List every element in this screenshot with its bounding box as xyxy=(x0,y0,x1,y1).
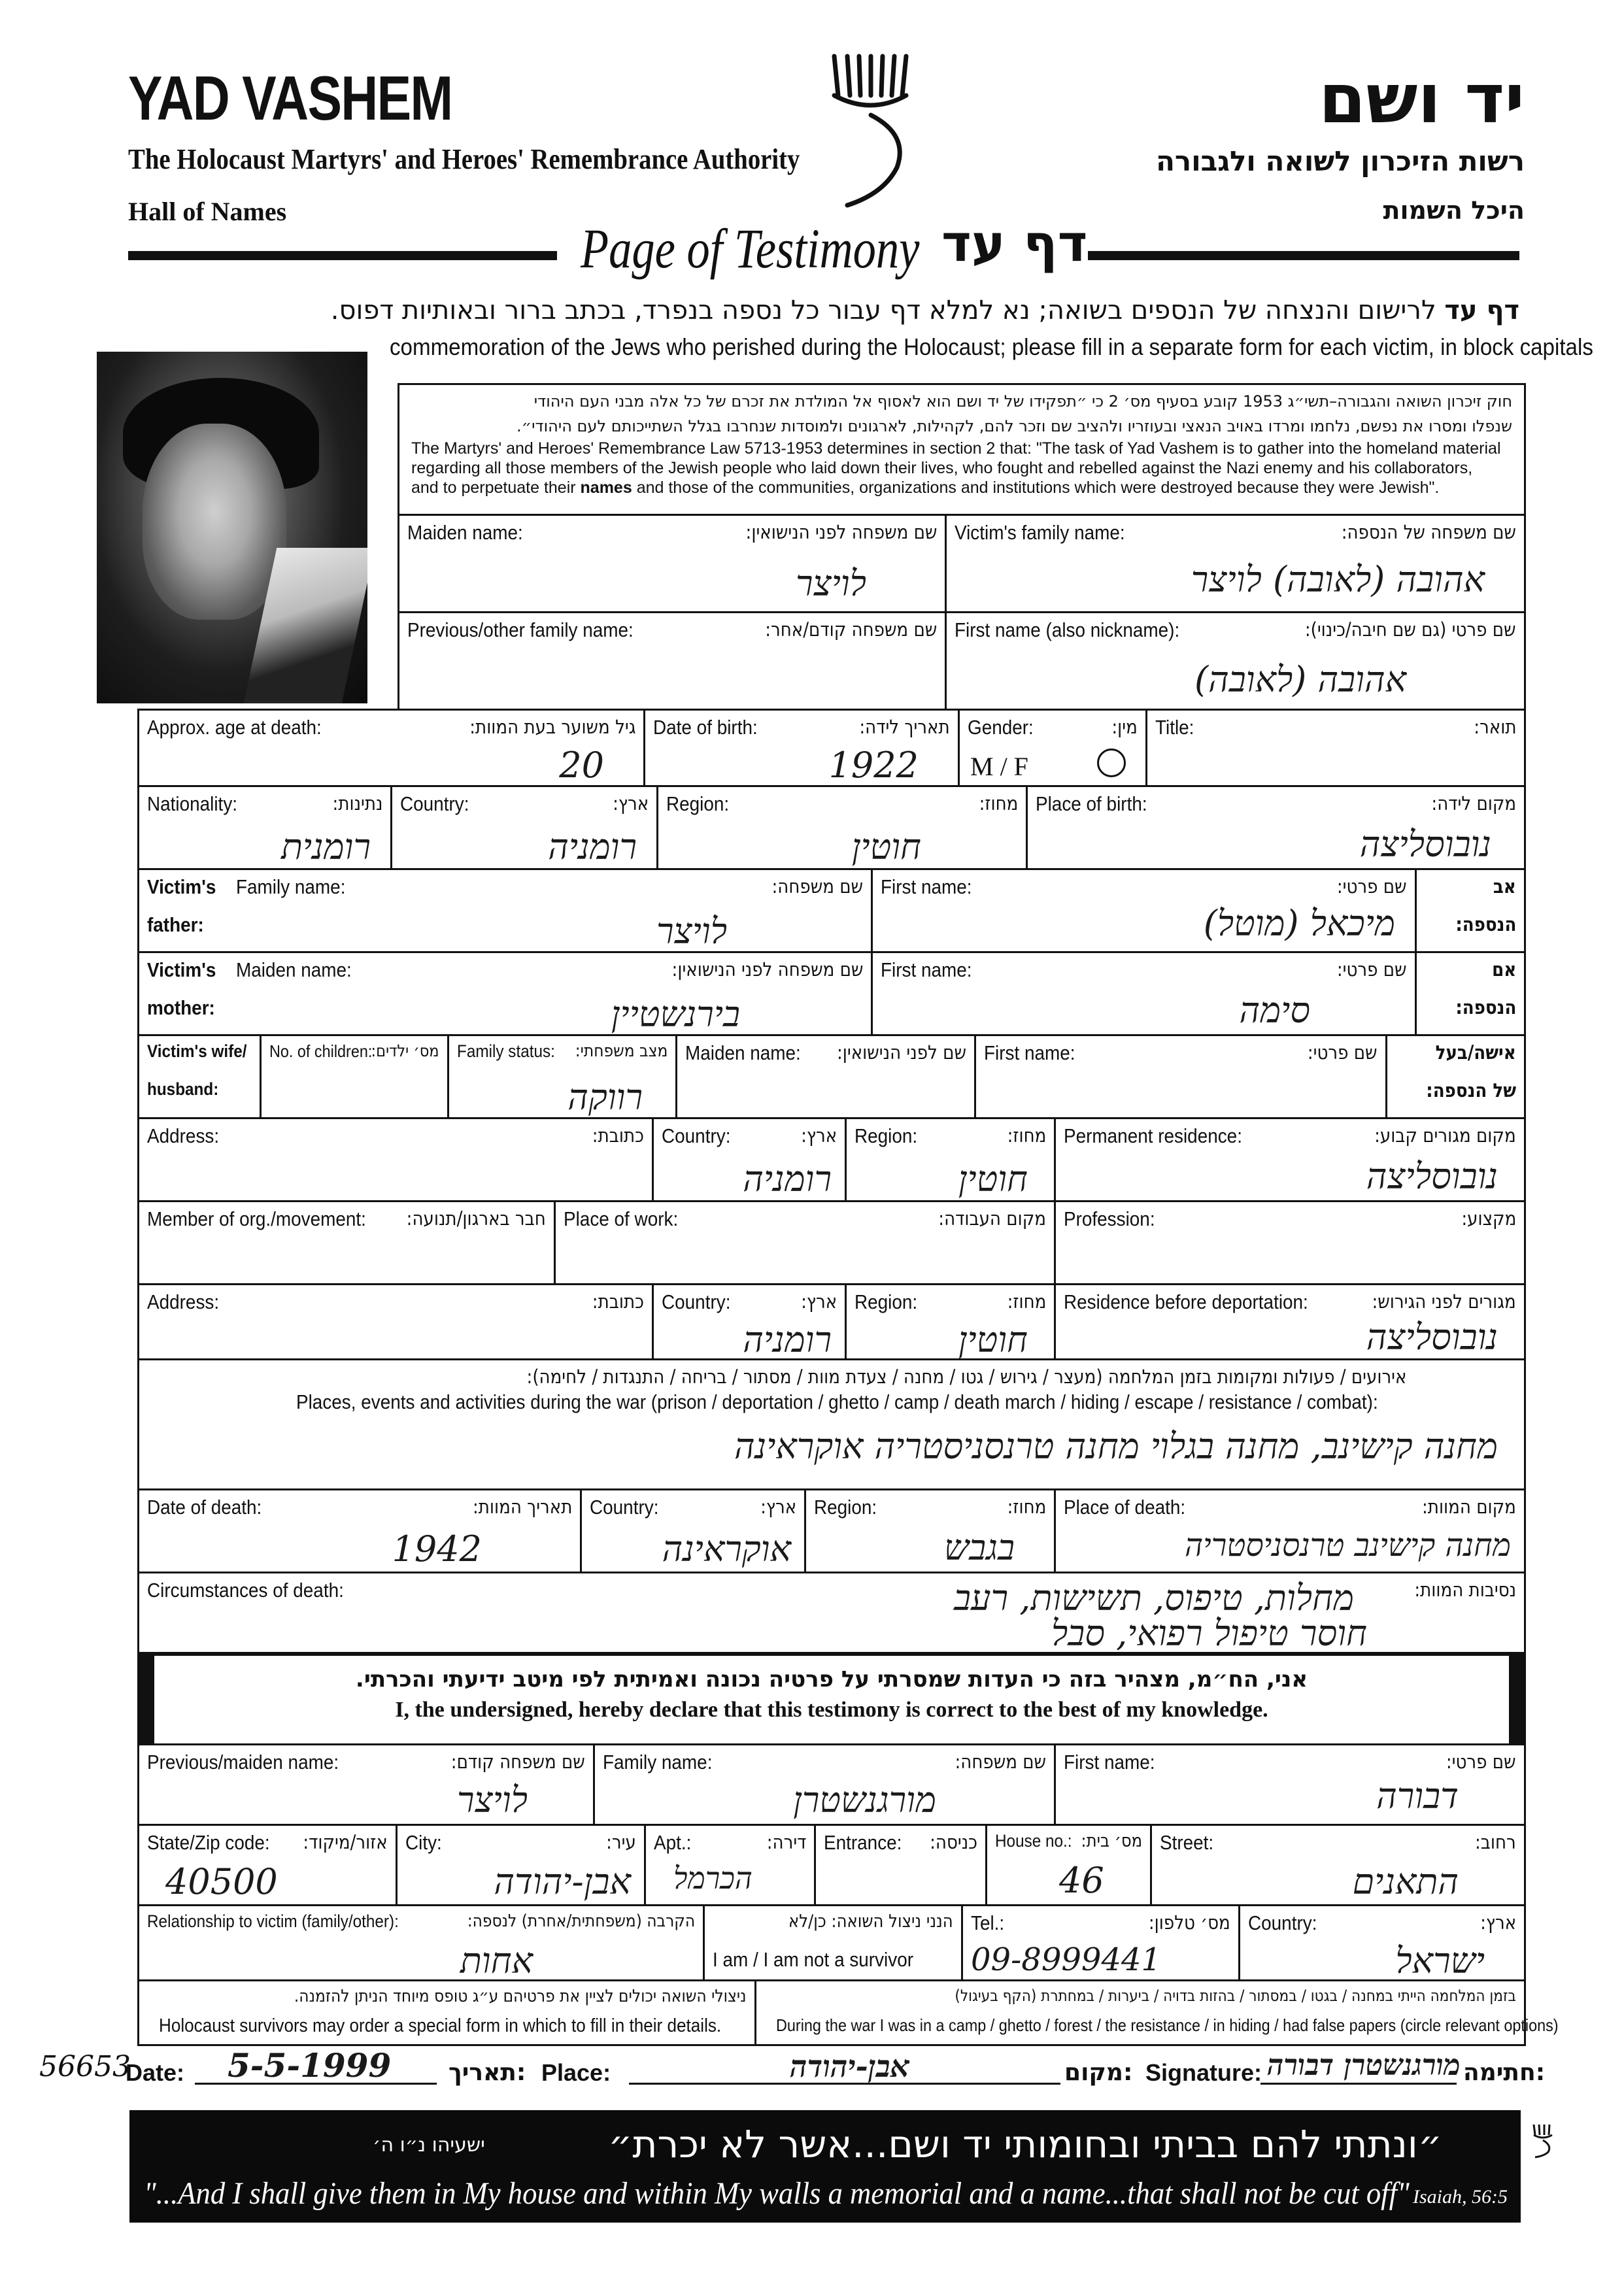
submitter-entrance-value: הכרמל xyxy=(673,1860,753,1896)
hall-of-names-en: Hall of Names xyxy=(128,197,287,226)
survivors-special-form-note: ניצולי השואה יכולים לציין את פרטיהם ע״ג טופס מיוחד הניתן להזמנה. Holocaust survivors may order a special form in which to fill in their details. xyxy=(137,1979,756,2046)
family-status-field[interactable]: Family status: מצב משפחתי: רווקה xyxy=(447,1034,677,1119)
page-of-testimony-title: Page of Testimony xyxy=(581,217,920,280)
gender-field[interactable]: Gender: מין: M / F xyxy=(958,709,1147,787)
date-label-he: תאריך: xyxy=(448,2059,526,2086)
place-of-birth-field[interactable]: Place of birth: מקום לידה: נובוסליצה xyxy=(1026,785,1526,870)
address-region-field[interactable]: Region: מחוז: חוטין xyxy=(845,1117,1056,1202)
law-text-box: חוק זיכרון השואה והגבורה–תשי״ג 1953 קובע בסעיף מס׳ 2 כי ״תפקידו של יד ושם הוא לאסוף אל המולדת את זכרם של כל אלה מבני העם היהודי שנפלו ומסרו את נפשם, נלחמו ומרדו באויב הנאצי ובעוזריו ולהציב שם וזכר להם, לקהילות, לארגונים ולמוסדות שנחרבו בגלל השתייכותם לעם היהודי״. The Martyrs' and Heroes' Remembrance Law 5713-1953 determines in section 2 that: "The task of Yad Vashem is to gather into the homeland material regarding all those members of the Jewish people who laid down their lives, who fought and rebelled against the Nazi enemy and his collaborators, and to perpetuate their names and those of the communities, organizations and institutions which were destroyed because they were Jewish". xyxy=(398,383,1526,514)
address-country-field[interactable]: Country: ארץ: רומניה xyxy=(652,1117,847,1202)
age-at-death-field[interactable]: Approx. age at death: גיל משוער בעת המוות: 20 xyxy=(137,709,645,787)
date-of-birth-field[interactable]: Date of birth: תאריך לידה: 1922 xyxy=(643,709,960,787)
place-of-work-field[interactable]: Place of work: מקום העבודה: xyxy=(554,1200,1056,1285)
date-label: Date: xyxy=(126,2059,185,2086)
submitter-previous-name-field[interactable]: Previous/maiden name: שם משפחה קודם: לויצר xyxy=(137,1743,595,1826)
address-field[interactable]: Address: כתובת: xyxy=(137,1117,654,1202)
subtitle-he: רשות הזיכרון לשואה ולגבורה xyxy=(1156,145,1525,177)
member-org-field[interactable]: Member of org./movement: חבר בארגון/תנועה: xyxy=(137,1200,556,1285)
isaiah-quote-banner: ״ונתתי להם בביתי ובחומותי יד ושם...אשר לא יכרת״ ישעיהו נ״ו ה׳ "...And I shall give them in My house and within My walls a memorial and a name...that shall not be cut off" Isaiah, 56:5 xyxy=(129,2110,1521,2223)
place-label-he: מקום: xyxy=(1064,2059,1133,2086)
region-field[interactable]: Region: מחוז: חוטין xyxy=(656,785,1028,870)
submitter-apt-field[interactable]: Apt.: דירה: xyxy=(644,1824,816,1906)
wartime-status-options[interactable]: בזמן המלחמה הייתי במחנה / בגטו / במסתור / בהזות בדויה / ביערות / במחתרת (הקף בעיגול) During the war I was in a camp / ghetto / forest / the resistance / in hiding / had false papers (circle relevant options) xyxy=(754,1979,1526,2046)
signature-bar xyxy=(97,2046,1546,2098)
circumstances-of-death-field[interactable]: Circumstances of death: נסיבות המוות: מחלות, טיפוס, תשישות, רעב חוסר טיפול רפואי, סבל xyxy=(137,1572,1526,1654)
hall-of-names-he: היכל השמות xyxy=(1383,196,1525,225)
deport-address-field[interactable]: Address: כתובת: xyxy=(137,1283,654,1360)
reference-number: 56653 xyxy=(39,2050,131,2083)
spouse-first-name-field[interactable]: First name: שם פרטי: xyxy=(974,1034,1387,1119)
submitter-country-field[interactable]: Country: ארץ: ישראל xyxy=(1238,1904,1526,1981)
submitter-entrance-field[interactable]: Entrance: כניסה: xyxy=(814,1824,987,1906)
submitter-phone-field[interactable]: Tel.: מס׳ טלפון: 09-8999441 xyxy=(961,1904,1240,1981)
spouse-maiden-name-field[interactable]: Maiden name: שם לפני הנישואין: xyxy=(675,1034,976,1119)
title-rule-right xyxy=(1088,251,1519,260)
signature-label: Signature: xyxy=(1145,2059,1262,2086)
yad-vashem-logo-icon xyxy=(825,50,917,220)
death-region-field[interactable]: Region: מחוז: בגבש xyxy=(804,1488,1056,1573)
date-of-death-field[interactable]: Date of death: תאריך המוות: 1942 xyxy=(137,1488,582,1573)
subtitle-en: The Holocaust Martyrs' and Heroes' Remembrance Authority xyxy=(128,143,800,175)
title-en: YAD VASHEM xyxy=(128,63,452,133)
victim-family-name-field[interactable]: Victim's family name: שם משפחה של הנספה: אהובה (לאובה) לויצר xyxy=(945,514,1526,613)
victim-photo xyxy=(97,352,367,703)
maiden-name-field[interactable]: Maiden name: שם משפחה לפני הנישואין: לויצר xyxy=(398,514,947,613)
submitter-city-field[interactable]: City: עיר: אבן-יהודה xyxy=(396,1824,646,1906)
father-label-he: אב הנספה: xyxy=(1415,868,1526,953)
number-of-children-field[interactable]: No. of children: מס׳ ילדים: xyxy=(260,1034,449,1119)
small-yad-vashem-logo-icon xyxy=(1530,2122,1556,2159)
mother-first-name-field[interactable]: First name: שם פרטי: סימה xyxy=(871,951,1417,1036)
survivor-status-field[interactable]: הנני ניצול השואה: כן/לא I am / I am not a survivor xyxy=(703,1904,963,1981)
profession-field[interactable]: Profession: מקצוע: xyxy=(1054,1200,1526,1285)
place-label: Place: xyxy=(541,2059,611,2086)
spouse-label-en: Victim's wife/ husband: xyxy=(137,1034,262,1119)
instructions-en: commemoration of the Jews who perished during the Holocaust; please fill in a separate form for each victim, in block capitals xyxy=(390,333,1593,360)
nationality-field[interactable]: Nationality: נתינות: רומנית xyxy=(137,785,392,870)
submitter-family-name-field[interactable]: Family name: שם משפחה: מורגנשטרן xyxy=(593,1743,1056,1826)
signature-value[interactable]: מורגנשטרן דבורה xyxy=(1267,2049,1461,2082)
signature-label-he: חתימה: xyxy=(1463,2059,1546,2086)
page-of-testimony-title-he: דף עד xyxy=(941,214,1088,273)
residence-before-deportation-field[interactable]: Residence before deportation: מגורים לפני הגירוש: נובוסליצה xyxy=(1054,1283,1526,1360)
mother-label-he: אם הנספה: xyxy=(1415,951,1526,1036)
mother-maiden-name-field[interactable]: Victim's mother: Maiden name: שם משפחה לפני הנישואין: בירנשטיין xyxy=(137,951,873,1036)
place-of-death-field[interactable]: Place of death: מקום המוות: מחנה קישינב טרנסניסטריה xyxy=(1054,1488,1526,1573)
deport-region-field[interactable]: Region: מחוז: חוטין xyxy=(845,1283,1056,1360)
title-rule-left xyxy=(128,251,557,260)
country-field[interactable]: Country: ארץ: רומניה xyxy=(390,785,658,870)
death-country-field[interactable]: Country: ארץ: אוקראינה xyxy=(580,1488,806,1573)
submitter-house-no-field[interactable]: House no.: מס׳ בית: 46 xyxy=(985,1824,1152,1906)
submitter-zip-field[interactable]: State/Zip code: אזור/מיקוד: 40500 xyxy=(137,1824,398,1906)
permanent-residence-field[interactable]: Permanent residence: מקום מגורים קבוע: נובוסליצה xyxy=(1054,1117,1526,1202)
father-family-name-field[interactable]: Victim's father: Family name: שם משפחה: לויצר xyxy=(137,868,873,953)
title-field[interactable]: Title: תואר: xyxy=(1145,709,1526,787)
spouse-label-he: אישה/בעל של הנספה: xyxy=(1385,1034,1526,1119)
previous-family-name-field[interactable]: Previous/other family name: שם משפחה קודם/אחר: xyxy=(398,611,947,711)
submitter-first-name-field[interactable]: First name: שם פרטי: דבורה xyxy=(1054,1743,1526,1826)
first-name-field[interactable]: First name (also nickname): שם פרטי (גם שם חיבה/כינוי): אהובה (לאובה) xyxy=(945,611,1526,711)
date-value[interactable]: 5-5-1999 xyxy=(228,2046,392,2085)
instructions-he: דף עד לרישום והנצחה של הנספים בשואה; נא למלא דף עבור כל נספה בנפרד, בכתב ברור ובאותיות דפוס. xyxy=(330,295,1519,326)
title-he: יד ושם xyxy=(1319,59,1525,139)
submitter-relationship-field[interactable]: Relationship to victim (family/other): הקרבה (משפחתית/אחרת) לנספה: אחות xyxy=(137,1904,705,1981)
declaration: אני, הח״מ, מצהיר בזה כי העדות שמסרתי על פרטיה נכונה ואמיתית לפי מיטב ידיעתי והכרתי. I, the undersigned, hereby declare that this testimony is correct to the best of my knowledge. xyxy=(137,1654,1526,1745)
deport-country-field[interactable]: Country: ארץ: רומניה xyxy=(652,1283,847,1360)
father-first-name-field[interactable]: First name: שם פרטי: מיכאל (מוטל) xyxy=(871,868,1417,953)
place-value[interactable]: אבן-יהודה xyxy=(790,2049,910,2084)
wartime-events-field[interactable]: אירועים / פעולות ומקומות בזמן המלחמה (מעצר / גירוש / גטו / מחנה / צעדת מוות / מסתור / בריחה / התנגדות / לחימה): Places, events and activities during the war (prison / deportation / ghetto / camp / death march / hiding / escape / resistance / combat): מחנה קישינב, מחנה בגלוי מחנה טרנסניסטריה אוקראינה xyxy=(137,1358,1526,1490)
submitter-street-field[interactable]: Street: רחוב: התאנים xyxy=(1150,1824,1526,1906)
